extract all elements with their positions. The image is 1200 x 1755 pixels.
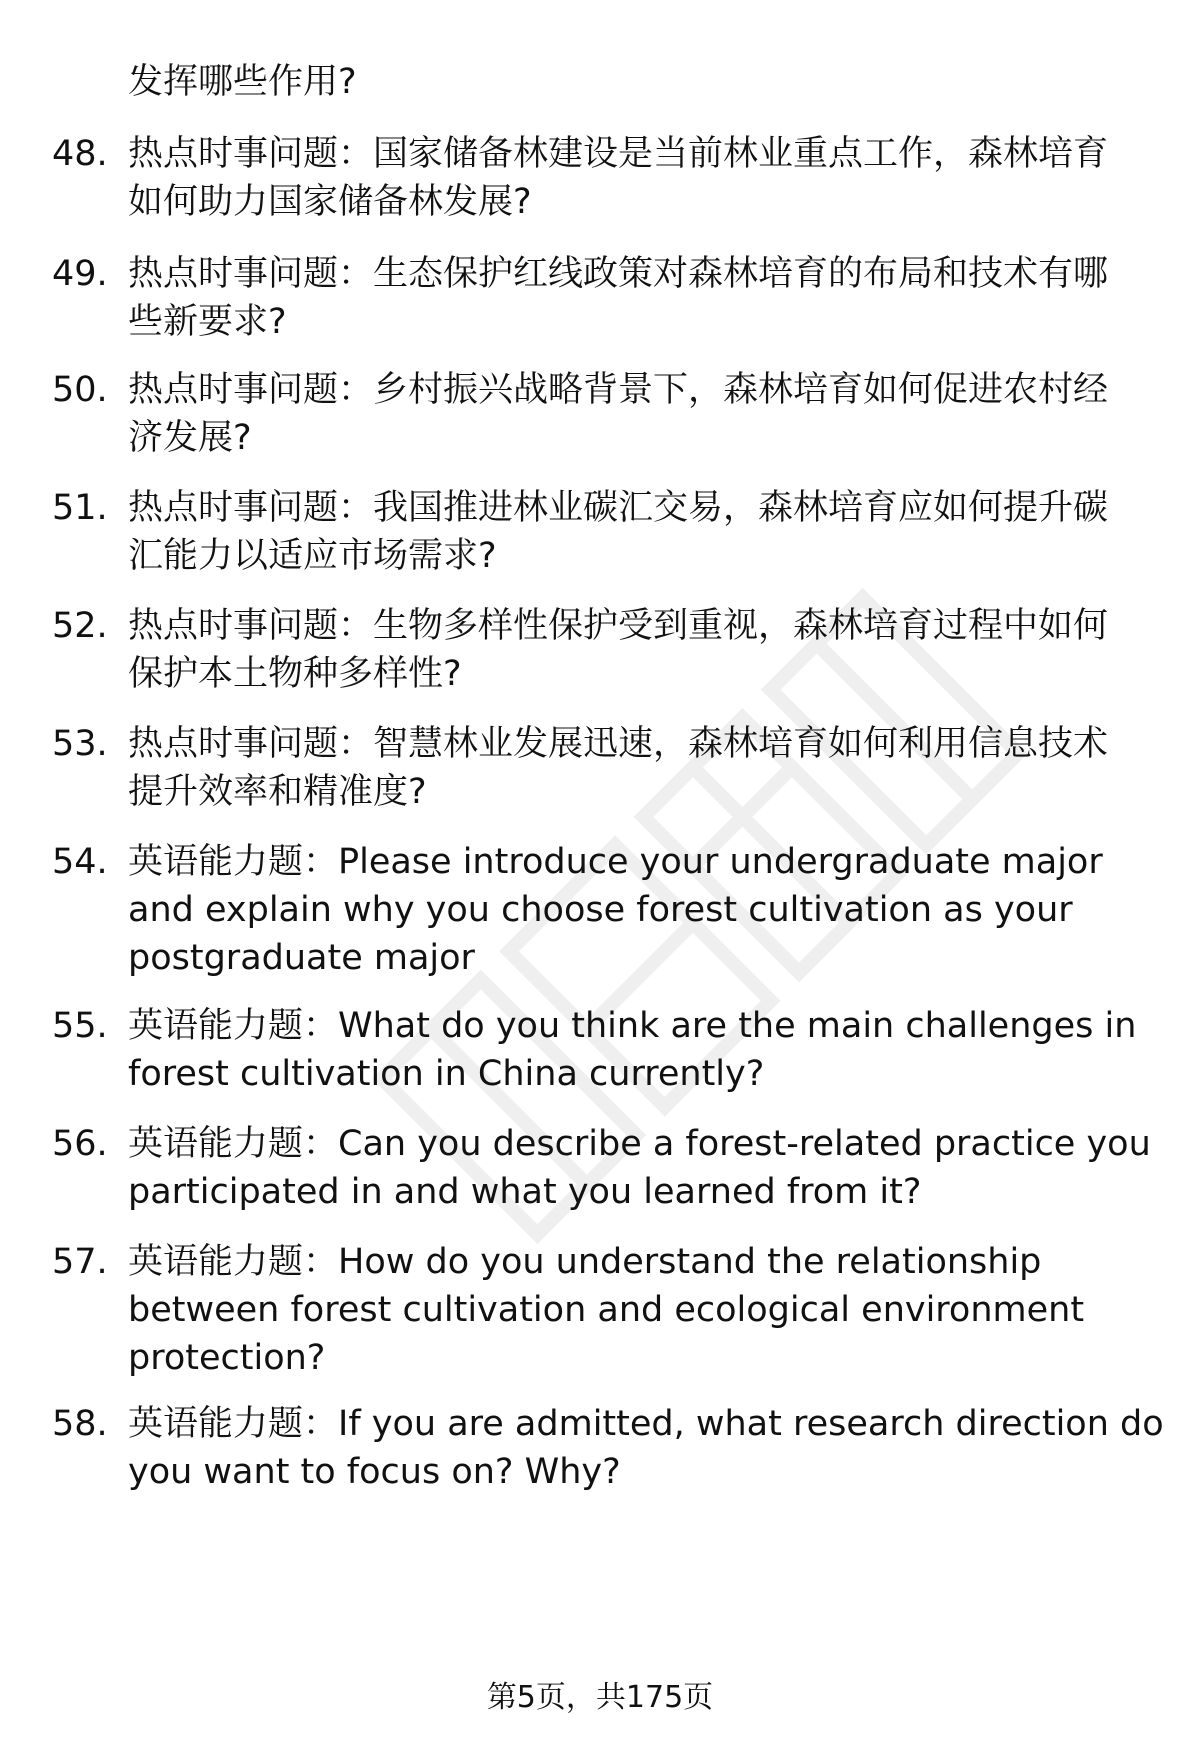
question-number: 49.: [52, 254, 108, 294]
question-text: [128, 1002, 1148, 1098]
question-text: [128, 720, 1148, 816]
question-number: 57.: [52, 1242, 108, 1282]
question-text-line: 英语能力题：If you are admitted, what research direction do: [128, 1404, 1164, 1444]
question-number: 58.: [52, 1404, 108, 1444]
question-text: [128, 602, 1148, 698]
question-text-line: 英语能力题：How do you understand the relationship: [128, 1242, 1042, 1282]
continuation-text: 发挥哪些作用?: [128, 62, 357, 102]
question-text-line: postgraduate major: [128, 938, 475, 978]
question-text: [128, 250, 1148, 346]
question-text-line: you want to focus on? Why?: [128, 1452, 621, 1492]
question-text: [128, 366, 1148, 462]
question-text-line: 提升效率和精准度?: [128, 772, 427, 812]
question-text: [128, 130, 1148, 226]
question-text-line: participated in and what you learned from it?: [128, 1172, 922, 1212]
question-text-line: 英语能力题：Please introduce your undergraduate major: [128, 842, 1103, 882]
question-text-line: protection?: [128, 1338, 326, 1378]
question-number: 50.: [52, 370, 108, 410]
question-text-line: 热点时事问题：智慧林业发展迅速，森林培育如何利用信息技术: [128, 724, 1109, 764]
question-text: [128, 1120, 1151, 1216]
question-text-line: 些新要求?: [128, 302, 287, 342]
question-text: [128, 838, 1148, 982]
question-number: 56.: [52, 1124, 108, 1164]
question-text: [128, 1238, 1148, 1382]
question-text-line: 热点时事问题：乡村振兴战略背景下，森林培育如何促进农村经: [128, 370, 1109, 410]
question-text-line: 热点时事问题：生物多样性保护受到重视，森林培育过程中如何: [128, 606, 1109, 646]
question-text-line: 热点时事问题：生态保护红线政策对森林培育的布局和技术有哪: [128, 254, 1109, 294]
question-text-line: 英语能力题：Can you describe a forest-related practice you: [128, 1124, 1151, 1164]
question-text-line: 汇能力以适应市场需求?: [128, 536, 497, 576]
question-text-line: 保护本土物种多样性?: [128, 654, 462, 694]
question-number: 52.: [52, 606, 108, 646]
question-text-line: and explain why you choose forest cultivation as your: [128, 890, 1073, 930]
question-text-line: forest cultivation in China currently?: [128, 1054, 765, 1094]
question-number: 51.: [52, 488, 108, 528]
question-number: 48.: [52, 134, 108, 174]
question-text-line: between forest cultivation and ecological environment: [128, 1290, 1085, 1330]
question-text-line: 英语能力题：What do you think are the main challenges in: [128, 1006, 1137, 1046]
question-text: [128, 484, 1148, 580]
question-text-line: 济发展?: [128, 418, 252, 458]
question-number: 54.: [52, 842, 108, 882]
question-text-line: 如何助力国家储备林发展?: [128, 182, 532, 222]
question-text-line: 热点时事问题：国家储备林建设是当前林业重点工作，森林培育: [128, 134, 1109, 174]
question-number: 53.: [52, 724, 108, 764]
question-text: [128, 1400, 1164, 1496]
question-number: 55.: [52, 1006, 108, 1046]
question-text-line: 热点时事问题：我国推进林业碳汇交易，森林培育应如何提升碳: [128, 488, 1109, 528]
page-footer: 第5页，共175页: [486, 1680, 714, 1715]
